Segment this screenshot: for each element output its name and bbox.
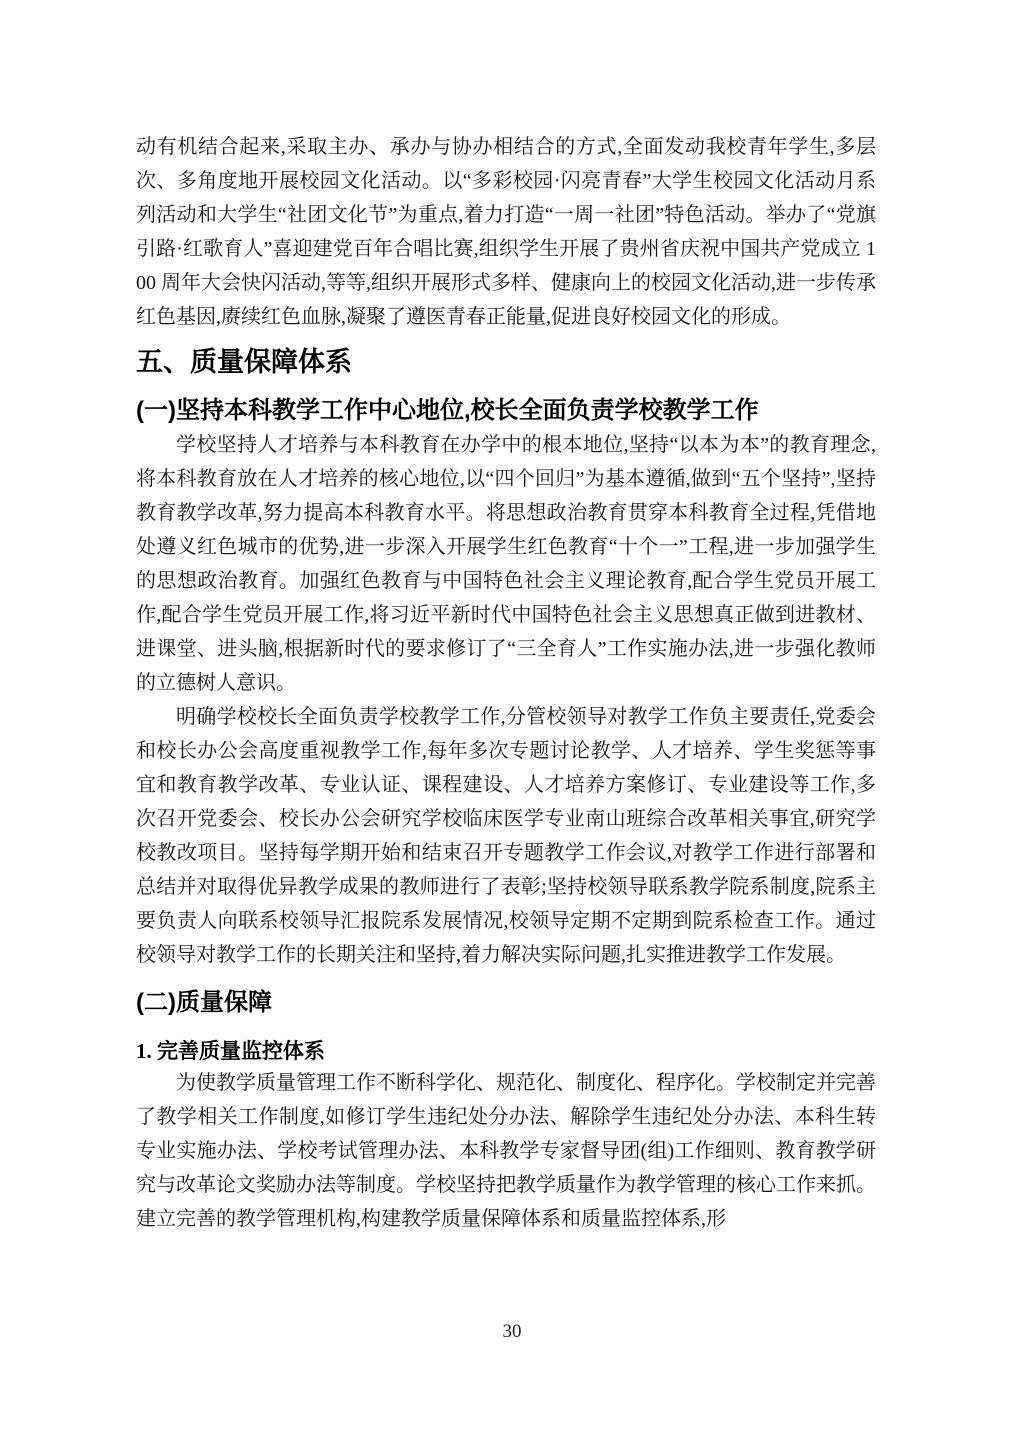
paragraph-president-responsibility: 明确学校校长全面负责学校教学工作,分管校领导对教学工作负主要责任,党委会和校长办公会高度重视教学工作,每年多次专题讨论教学、人才培养、学生奖惩等事宜和教育教学改革、专业认证、课程建设、人才培养方案修订、专业建设等工作,多次召开党委会、校长办公会研究学校临床医学专业南山班综合改革相关事宜,研究学校教改项目。坚持每学期开始和结束召开专题教学工作会议,对教学工作进行部署和总结并对取得优异教学成果的教师进行了表彰;坚持校领导联系教学院系制度,院系主要负责人向联系校领导汇报院系发展情况,校领导定期不定期到院系检查工作。通过校领导对教学工作的长期关注和坚持,着力解决实际问题,扎实推进教学工作发展。: [136, 706, 876, 966]
paragraph-campus-culture-continuation: 动有机结合起来,采取主办、承办与协办相结合的方式,全面发动我校青年学生,多层次、多角度地开展校园文化活动。以“多彩校园·闪亮青春”大学生校园文化活动月系列活动和大学生“社团文化节”为重点,着力打造“一周一社团”特色活动。举办了“党旗引路·红歌育人”喜迎建党百年合唱比赛,组织学生开展了贵州省庆祝中国共产党成立 100 周年大会快闪活动,等等,组织开展形式多样、健康向上的校园文化活动,进一步传承红色基因,赓续红色血脉,凝聚了遵医青春正能量,促进良好校园文化的形成。: [136, 136, 876, 328]
page-number: 30: [502, 1321, 522, 1342]
paragraph-quality-monitoring: 为使教学质量管理工作不断科学化、规范化、制度化、程序化。学校制定并完善了教学相关工作制度,如修订学生违纪处分办法、解除学生违纪处分办法、本科生转专业实施办法、学校考试管理办法、本科教学专家督导团(组)工作细则、教育教学研究与改革论文奖励办法等制度。学校坚持把教学质量作为教学管理的核心工作来抓。建立完善的教学管理机构,构建教学质量保障体系和质量监控体系,形: [136, 1072, 876, 1230]
subsection-heading-quality-guarantee: (二)质量保障: [136, 989, 272, 1016]
paragraph-talent-cultivation: 学校坚持人才培养与本科教育在办学中的根本地位,坚持“以本为本”的教育理念,将本科教育放在人才培养的核心地位,以“四个回归”为基本遵循,做到“五个坚持”,坚持教育教学改革,努力提高本科教育水平。将思想政治教育贯穿本科教育全过程,凭借地处遵义红色城市的优势,进一步深入开展学生红色教育“十个一”工程,进一步加强学生的思想政治教育。加强红色教育与中国特色社会主义理论教育,配合学生党员开展工作,配合学生党员开展工作,将习近平新时代中国特色社会主义思想真正做到进教材、进课堂、进头脑,根据新时代的要求修订了“三全育人”工作实施办法,进一步强化教师的立德树人意识。: [136, 434, 876, 694]
page-content: [136, 0, 876, 1236]
item-heading-quality-monitoring-system: 1. 完善质量监控体系: [136, 1039, 325, 1063]
section-heading-quality-assurance-system: 五、质量保障体系: [136, 347, 352, 377]
subsection-heading-teaching-center-position: (一)坚持本科教学工作中心地位,校长全面负责学校教学工作: [136, 397, 759, 424]
